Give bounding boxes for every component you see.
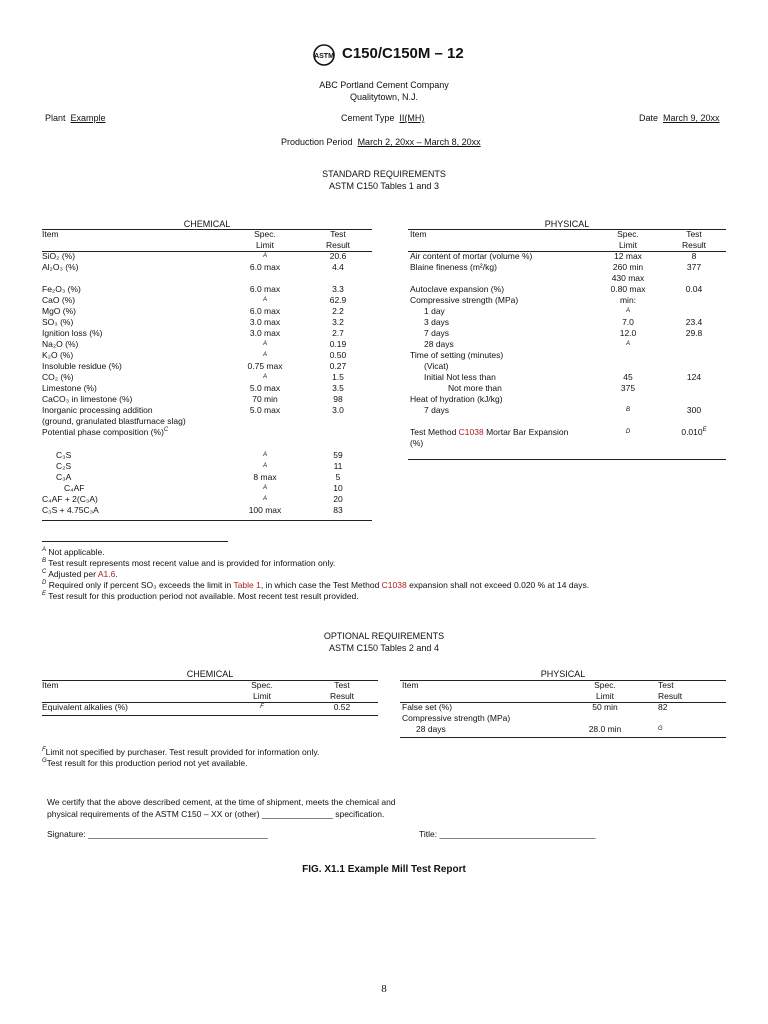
phys-spec: B	[625, 407, 630, 413]
optional-physical-heading: PHYSICAL	[540, 669, 586, 679]
chem-spec: 8 max	[253, 472, 277, 482]
figure-caption: FIG. X1.1 Example Mill Test Report	[302, 864, 466, 875]
footnote-c: $^C$ Adjusted per A1.6.	[42, 569, 118, 579]
chem-item: Na₂O (%)	[42, 339, 79, 349]
opt-chem-result: 0.52	[333, 702, 351, 712]
opt-phys-spec: 28.0 min	[588, 724, 622, 734]
chem-item: CO₂ (%)	[42, 372, 74, 382]
chem-item: K₂O (%)	[42, 350, 74, 360]
footnote-link[interactable]: Table 1	[233, 580, 261, 590]
chem-item: SO₃ (%)	[42, 317, 74, 327]
opt-phys-item: Compressive strength (MPa)	[402, 713, 511, 723]
opt-phys-item: 28 days	[416, 724, 446, 734]
phys-spec: 0.80 max	[610, 284, 646, 294]
chem-spec: 5.0 max	[249, 405, 281, 415]
phys-result: 8	[691, 251, 697, 261]
opt-phys-result: G	[658, 726, 663, 732]
phys-item: Autoclave expansion (%)	[410, 284, 505, 294]
phys-spec: 7.0	[622, 317, 634, 327]
phys-result: 377	[686, 262, 702, 272]
phys-result: 300	[686, 405, 702, 415]
phys-col-spec-2: Limit	[619, 240, 637, 250]
chem-spec: 0.75 max	[247, 361, 283, 371]
chem-item: Ignition loss (%)	[42, 328, 103, 338]
chem-result: 20	[333, 494, 343, 504]
chem-col-spec-2: Limit	[256, 240, 274, 250]
footnote-link[interactable]: C1038	[381, 580, 407, 590]
phys-result: 0.04	[685, 284, 703, 294]
chem-item: C₄AF + 2(C₃A)	[42, 494, 98, 504]
chem-spec: 70 min	[252, 394, 278, 404]
phys-item: Air content of mortar (volume %)	[410, 251, 533, 261]
chem-spec: A	[262, 297, 267, 303]
chem-result: 4.4	[332, 262, 344, 272]
phys-result: 124	[686, 372, 702, 382]
chem-result: 11	[333, 461, 343, 471]
chem-item: C₂S	[56, 461, 72, 471]
optional-title: OPTIONAL REQUIREMENTS	[323, 631, 445, 641]
chem-item: Insoluble residue (%)	[42, 361, 122, 371]
production-period-field: Production Period March 2, 20xx – March 8, 20xx	[281, 137, 481, 147]
chem-item: Inorganic processing addition	[42, 405, 153, 415]
chem-result: 5	[335, 472, 341, 482]
phys-spec: 260 min	[612, 262, 644, 272]
phys-col-item: Item	[410, 229, 427, 239]
opt-chem-col-spec-2: Limit	[253, 691, 271, 701]
svg-text:ASTM: ASTM	[314, 53, 334, 60]
company-name: ABC Portland Cement Company	[319, 80, 449, 90]
chem-result: 3.5	[332, 383, 344, 393]
chem-result: 0.27	[329, 361, 347, 371]
optional-chemical-heading: CHEMICAL	[186, 669, 234, 679]
chem-item: Al₂O₃ (%)	[42, 262, 79, 272]
chem-spec: 5.0 max	[249, 383, 281, 393]
physical-heading: PHYSICAL	[544, 219, 590, 229]
chem-spec: A	[262, 452, 267, 458]
chem-item: C₃A	[56, 472, 72, 482]
phys-item: 1 day	[424, 306, 445, 316]
phys-spec: 45	[623, 372, 633, 382]
chem-col-test-2: Result	[325, 240, 351, 250]
footnote-b: $^B$ Test result represents most recent value and is provided for information only.	[42, 558, 336, 568]
chem-spec: A	[262, 463, 267, 469]
signature-line: Signature: ______________________________________	[47, 829, 268, 839]
opt-phys-spec: 50 min	[592, 702, 618, 712]
phys-spec: min:	[619, 295, 637, 305]
standard-subtitle: ASTM C150 Tables 1 and 3	[329, 181, 439, 191]
footnote-link[interactable]: A1.6	[97, 569, 116, 579]
optional-footnote-f: $^F$Limit not specified by purchaser. Test result provided for information only.	[42, 747, 320, 757]
opt-phys-col-test-2: Result	[658, 691, 683, 701]
opt-phys-col-item: Item	[402, 680, 419, 690]
plant-field: Plant Example	[45, 113, 106, 123]
chem-spec: 3.0 max	[249, 317, 281, 327]
footnote-d: $^D$ Required only if percent SO₃ exceeds the limit in Table 1, in which case the Test Method C1038 expansion shall not exceed 0.020 % at 14 days.	[42, 580, 590, 590]
cement-type-field: Cement Type II(MH)	[341, 113, 425, 123]
footnote-a: $^A$ Not applicable.	[42, 547, 105, 557]
phys-item: Test Method C1038 Mortar Bar Expansion	[410, 427, 569, 437]
chem-result: 3.3	[332, 284, 344, 294]
phys-item: Blaine fineness (m²/kg)	[410, 262, 497, 272]
chem-spec: A	[262, 341, 267, 347]
phys-spec: D	[625, 429, 631, 435]
opt-phys-col-test: Test	[658, 680, 674, 690]
chem-col-test: Test	[330, 229, 346, 239]
document-designation: C150/C150M – 12	[342, 45, 464, 62]
phys-item: Not more than	[448, 383, 502, 393]
phys-spec: A	[625, 341, 630, 347]
phys-item: (Vicat)	[424, 361, 449, 371]
phys-item: 7 days	[424, 328, 450, 338]
opt-chem-item: Equivalent alkalies (%)	[42, 702, 128, 712]
chem-spec: A	[262, 485, 267, 491]
chem-col-item: Item	[42, 229, 59, 239]
chem-spec: 6.0 max	[249, 262, 281, 272]
chem-col-spec: Spec.	[254, 229, 276, 239]
chemical-heading: CHEMICAL	[183, 219, 231, 229]
phys-item: (%)	[410, 438, 424, 448]
chem-result: 83	[333, 505, 343, 515]
chem-result: 2.2	[332, 306, 344, 316]
chem-result: 2.7	[332, 328, 344, 338]
phys-spec: 12.0	[619, 328, 637, 338]
phys-col-test-2: Result	[681, 240, 707, 250]
opt-phys-result: 82	[658, 702, 668, 712]
phys-col-spec: Spec.	[617, 229, 639, 239]
chem-spec: A	[262, 374, 267, 380]
certify-line-1: We certify that the above described cement, at the time of shipment, meets the chemical and	[47, 797, 396, 807]
chem-item: (ground, granulated blastfurnace slag)	[42, 416, 186, 426]
chem-item: Limestone (%)	[42, 383, 97, 393]
chem-spec: A	[262, 253, 267, 259]
chem-result: 0.19	[329, 339, 347, 349]
phys-spec: 375	[620, 383, 636, 393]
opt-phys-col-spec: Spec.	[594, 680, 616, 690]
phys-result: 23.4	[685, 317, 703, 327]
phys-spec: 430 max	[611, 273, 645, 283]
chem-item: C₃S + 4.75C₃A	[42, 505, 99, 515]
opt-chem-col-test-2: Result	[329, 691, 355, 701]
phys-spec: 12 max	[614, 251, 642, 261]
opt-phys-col-spec-2: Limit	[596, 691, 614, 701]
phys-result: 29.8	[685, 328, 703, 338]
chem-result: 98	[333, 394, 343, 404]
page-number: 8	[381, 983, 387, 995]
chem-result: 0.50	[329, 350, 347, 360]
certify-line-2: physical requirements of the ASTM C150 – XX or (other) _______________ specification.	[47, 809, 385, 819]
title-line: Title: _________________________________	[419, 829, 596, 839]
optional-subtitle: ASTM C150 Tables 2 and 4	[329, 643, 439, 653]
chem-result: 20.6	[329, 251, 347, 261]
phys-col-test: Test	[686, 229, 702, 239]
chem-item: CaO (%)	[42, 295, 76, 305]
chem-result: 62.9	[329, 295, 347, 305]
chem-spec: A	[262, 352, 267, 358]
phys-item: Initial Not less than	[424, 372, 496, 382]
chem-item: Fe₂O₃ (%)	[42, 284, 81, 294]
phys-spec: A	[625, 308, 630, 314]
opt-chem-col-spec: Spec.	[251, 680, 273, 690]
astm-logo-icon	[312, 44, 336, 66]
chem-spec: 3.0 max	[249, 328, 281, 338]
phys-item: Heat of hydration (kJ/kg)	[410, 394, 503, 404]
chem-item: SiO₂ (%)	[42, 251, 76, 261]
chem-item: CaCO₃ in limestone (%)	[42, 394, 133, 404]
phys-item: Compressive strength (MPa)	[410, 295, 519, 305]
chem-item: C₄AF	[64, 483, 85, 493]
opt-chem-col-item: Item	[42, 680, 59, 690]
phys-item: 28 days	[424, 339, 454, 349]
opt-chem-col-test: Test	[334, 680, 350, 690]
chem-item: Potential phase composition (%)$^C$	[42, 427, 169, 437]
chem-result: 59	[333, 450, 343, 460]
phys-item: Time of setting (minutes)	[410, 350, 504, 360]
opt-phys-item: False set (%)	[402, 702, 453, 712]
phys-item: 7 days	[424, 405, 450, 415]
chem-result: 3.0	[332, 405, 344, 415]
chem-spec: 100 max	[248, 505, 282, 515]
phys-item: 3 days	[424, 317, 450, 327]
phys-result: $0.010^E$	[681, 427, 707, 437]
footnote-e: $^E$ Test result for this production period not available. Most recent test result provided.	[42, 591, 359, 601]
standard-title: STANDARD REQUIREMENTS	[322, 169, 446, 179]
chem-spec: 6.0 max	[249, 284, 281, 294]
chem-result: 1.5	[332, 372, 344, 382]
company-location: Qualitytown, N.J.	[349, 92, 419, 102]
date-field: Date March 9, 20xx	[639, 113, 720, 123]
opt-chem-spec: F	[260, 704, 264, 710]
chem-result: 10	[333, 483, 343, 493]
chem-spec: 6.0 max	[249, 306, 281, 316]
optional-footnote-g: $^G$Test result for this production period not yet available.	[42, 758, 248, 768]
chem-result: 3.2	[332, 317, 344, 327]
chem-spec: A	[262, 496, 267, 502]
chem-item: C₃S	[56, 450, 72, 460]
chem-item: MgO (%)	[42, 306, 76, 316]
